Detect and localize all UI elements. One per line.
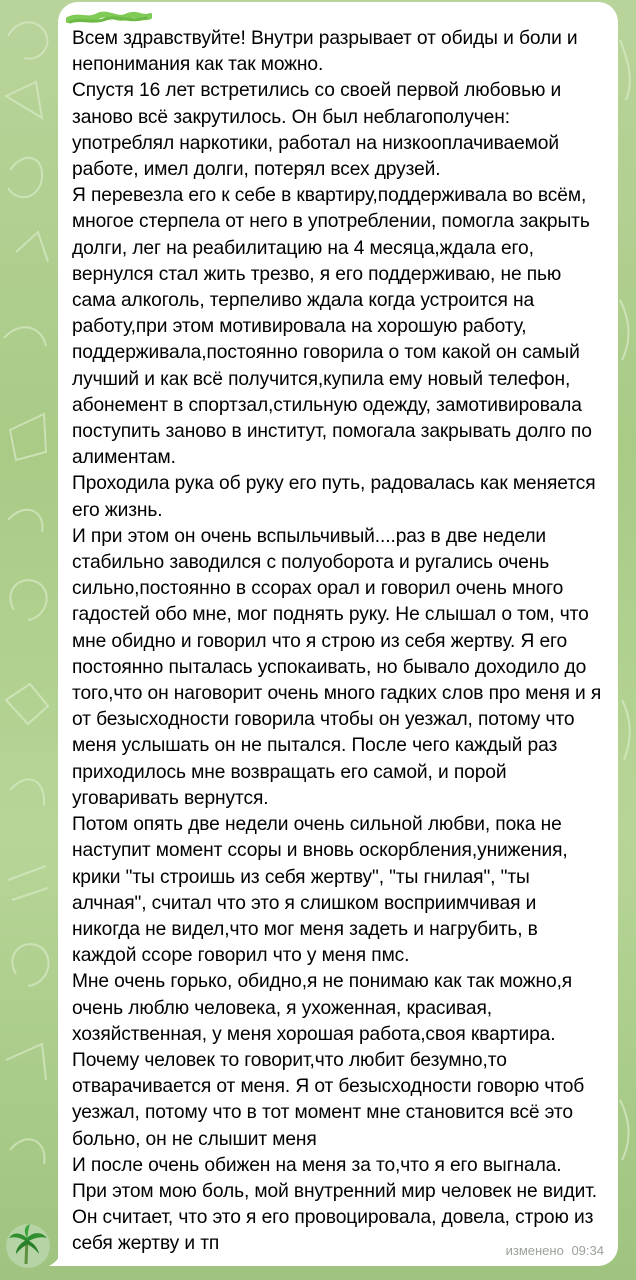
message-meta [506,1243,604,1258]
message-bubble[interactable] [58,2,618,1266]
wallpaper-doodle-icon [6,1044,46,1080]
wallpaper-doodle-icon [620,1100,629,1160]
wallpaper-doodle-icon [622,700,630,760]
wallpaper-doodle-icon [6,684,48,724]
wallpaper-doodle-icon [6,82,42,118]
message-text: Всем здравствуйте! Внутри разрывает от обиды и боли и непонимания как так можно. Спустя 16 лет встретились со своей первой любовью и заново всё закрутилось. Он был неблагополучен: употреблял наркотики, работал на низкооплачиваемой работе, имел долги, потерял всех друзей. Я перевезла его к себе в квартиру,поддерживала во всём, многое стерпела от него в употреблении, помогла закрыть долги, лег на реабилитацию на 4 месяца,ждала его, вернулся стал жить трезво, я его поддерживаю, не пью сама алкоголь, терпеливо ждала когда устроится на работу,при этом мотивировала на хорошую работу, поддерживала,постоянно говорила о том какой он самый лучший и как всё получится,купила ему новый телефон, абонемент в спортзал,стильную одежду, замотивировала поступить заново в институт, помогала закрывать долго по алиментам. Проходила рука об руку его путь, радовалась как меняется его жизнь. И при этом он очень вспыльчивый....раз в две недели стабильно заводился с полуоборота и ругались очень сильно,постоянно в ссорах орал и говорил очень много гадостей обо мне, мог поднять руку. Не слышал о том, что мне обидно и говорил что я строю из себя жертву. Я его постоянно пыталась успокаивать, но бывало доходило до того,что он наговорит очень много гадких слов про меня и я от безысходности говорила чтобы он уезжал, потому что меня услышать он не пытался. После чего каждый раз приходилось мне возвращать его самой, и порой уговаривать вернутся. Потом опять две недели очень сильной любви, пока не наступит момент ссоры и вновь оскорбления,унижения, крики "ты строишь из себя жертву", "ты гнилая", "ты алчная", считал что это я слишком восприимчивая и никогда не видел,что мог меня задеть и нагрубить, в каждой ссоре говорил что у меня пмс. Мне очень горько, обидно,я не понимаю как так можно,я очень люблю человека, я ухоженная, красивая, хозяйственная, у меня хорошая работа,своя квартира. Почему человек то говорит,что любит безумно,то отварачивается от меня. Я от безысходности говорю чтоб уезжал, потому что в тот момент мне становится всё это больно, он не слышит меня И после очень обижен на меня за то,что я его выгнала. При этом мою боль, мой внутренний мир человек не видит. Он считает, что это я его провоцировала, довела, строю из себя жертву и тп [72,28,602,1255]
wallpaper-doodle-icon [8,866,48,900]
wallpaper-doodle-icon [10,779,44,806]
wallpaper-doodle-icon [10,414,46,460]
wallpaper-doodle-icon [8,22,47,58]
wallpaper-doodle-icon [12,944,48,986]
wallpaper-doodle-icon [16,232,48,262]
wallpaper-doodle-icon [10,580,46,620]
wallpaper-doodle-icon [620,40,630,100]
wallpaper-doodle-icon [8,158,42,197]
wallpaper-doodle-icon [4,327,46,346]
wallpaper-doodle-icon [620,300,629,360]
sender-avatar[interactable] [6,1224,50,1268]
wallpaper-doodle-icon [8,510,43,532]
palm-tree-icon [6,1224,50,1268]
edited-label: изменено [505,1243,564,1258]
wallpaper-doodle-icon [10,1139,44,1164]
sender-name-redacted [66,10,152,26]
message-time: 09:34 [571,1243,604,1258]
